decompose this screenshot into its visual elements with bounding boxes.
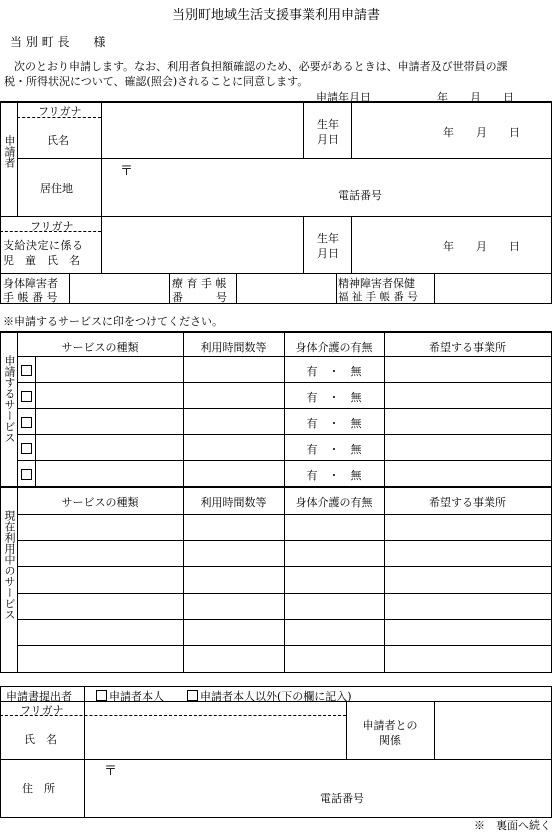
applicant-name-field[interactable] bbox=[104, 118, 300, 158]
mental-handbook-field[interactable] bbox=[437, 276, 547, 300]
current-row[interactable] bbox=[20, 543, 548, 563]
child-name-field[interactable] bbox=[104, 232, 300, 270]
submitter-address-label: 住 所 bbox=[22, 782, 55, 795]
requested-row-checkbox[interactable] bbox=[21, 469, 32, 480]
addressee: 当 別 町 長 様 bbox=[10, 35, 106, 49]
submitter-relation-label-1: 申請者との bbox=[362, 719, 418, 732]
current-header-care: 身体介護の有無 bbox=[295, 496, 373, 509]
child-label-line2: 児 童 氏 名 bbox=[3, 254, 80, 267]
requested-row-care[interactable]: 有 ・ 無 bbox=[306, 469, 362, 482]
footer-note: ※ 裏面へ続く bbox=[474, 819, 551, 832]
child-furigana-label: フリガナ bbox=[30, 220, 74, 233]
ryoiku-handbook-label-1: 療 育 手 帳 bbox=[172, 277, 227, 290]
current-services-label: 現在利用中のサービス bbox=[3, 510, 16, 620]
submitter-furigana-label: フリガナ bbox=[20, 704, 64, 717]
current-header-provider: 希望する事業所 bbox=[429, 496, 506, 509]
requested-header-provider: 希望する事業所 bbox=[429, 341, 506, 354]
requested-services-label: 申請するサービス bbox=[3, 355, 16, 443]
requested-row-care[interactable]: 有 ・ 無 bbox=[306, 417, 362, 430]
ryoiku-handbook-label-2: 番 号 bbox=[172, 291, 227, 304]
requested-row-care[interactable]: 有 ・ 無 bbox=[306, 391, 362, 404]
current-row[interactable] bbox=[20, 517, 548, 537]
service-note: ※申請するサービスに印をつけてください。 bbox=[3, 315, 223, 328]
current-row[interactable] bbox=[20, 596, 548, 616]
applicant-residence-field[interactable] bbox=[104, 175, 544, 213]
application-date-value: 年 月 日 bbox=[437, 91, 514, 104]
intro-line-1: 次のとおり申請します。なお、利用者負担額確認のため、必要があるときは、申請者及び世帯員の課 bbox=[14, 60, 508, 73]
requested-header-type: サービスの種類 bbox=[61, 341, 139, 354]
requested-row-checkbox[interactable] bbox=[21, 365, 32, 376]
current-row[interactable] bbox=[20, 622, 548, 642]
submitter-other-checkbox[interactable] bbox=[187, 690, 198, 701]
submitter-relation-field[interactable] bbox=[438, 705, 547, 755]
submitter-label: 申請書提出者 bbox=[6, 690, 72, 703]
applicant-birth-label: 生年月日 bbox=[317, 118, 339, 146]
current-row[interactable] bbox=[20, 648, 548, 668]
submitter-postal-mark: 〒 bbox=[104, 764, 118, 779]
submitter-address-field[interactable] bbox=[88, 775, 544, 813]
child-birth-value[interactable]: 年 月 日 bbox=[443, 240, 520, 253]
requested-header-hours: 利用時間数等 bbox=[200, 341, 267, 354]
requested-header-care: 身体介護の有無 bbox=[295, 341, 373, 354]
current-header-type: サービスの種類 bbox=[61, 496, 139, 509]
submitter-relation-label-2: 関係 bbox=[379, 734, 401, 747]
submitter-phone-label: 電話番号 bbox=[320, 792, 364, 805]
applicant-residence-label: 居住地 bbox=[40, 182, 73, 195]
physical-handbook-label-2: 手 帳 番 号 bbox=[3, 291, 58, 304]
applicant-birth-value[interactable]: 年 月 日 bbox=[443, 126, 520, 139]
mental-handbook-label-1: 精神障害者保健 bbox=[338, 277, 415, 290]
current-header-hours: 利用時間数等 bbox=[200, 496, 267, 509]
requested-row-checkbox[interactable] bbox=[21, 443, 32, 454]
current-row[interactable] bbox=[20, 569, 548, 589]
ryoiku-handbook-field[interactable] bbox=[239, 276, 333, 300]
requested-row-checkbox[interactable] bbox=[21, 417, 32, 428]
applicant-furigana-label: フリガナ bbox=[38, 105, 82, 118]
physical-handbook-field[interactable] bbox=[72, 276, 166, 300]
applicant-section-label: 申請者 bbox=[3, 135, 16, 168]
child-label-line1: 支給決定に係る bbox=[3, 239, 84, 252]
submitter-self-checkbox[interactable] bbox=[96, 690, 107, 701]
application-date-label: 申請年月日 bbox=[316, 91, 371, 104]
submitter-name-label: 氏 名 bbox=[24, 733, 57, 746]
applicant-postal-mark: 〒 bbox=[120, 164, 134, 179]
physical-handbook-label-1: 身体障害者 bbox=[3, 277, 58, 290]
applicant-name-label: 氏名 bbox=[47, 134, 69, 147]
child-birth-label: 生年月日 bbox=[317, 232, 339, 260]
applicant-phone-label: 電話番号 bbox=[338, 189, 382, 202]
intro-line-2: 税・所得状況について、確認(照会)されることに同意します。 bbox=[4, 75, 309, 88]
submitter-option-other[interactable]: 申請者本人以外(下の欄に記入) bbox=[187, 688, 352, 704]
mental-handbook-label-2: 福 祉 手 帳 番 号 bbox=[338, 291, 418, 303]
submitter-name-field[interactable] bbox=[88, 718, 342, 756]
requested-row-checkbox[interactable] bbox=[21, 391, 32, 402]
requested-row-care[interactable]: 有 ・ 無 bbox=[306, 443, 362, 456]
submitter-option-self[interactable]: 申請者本人 bbox=[96, 688, 164, 704]
requested-row-care[interactable]: 有 ・ 無 bbox=[306, 365, 362, 378]
page-title: 当別町地域生活支援事業利用申請書 bbox=[171, 8, 380, 23]
